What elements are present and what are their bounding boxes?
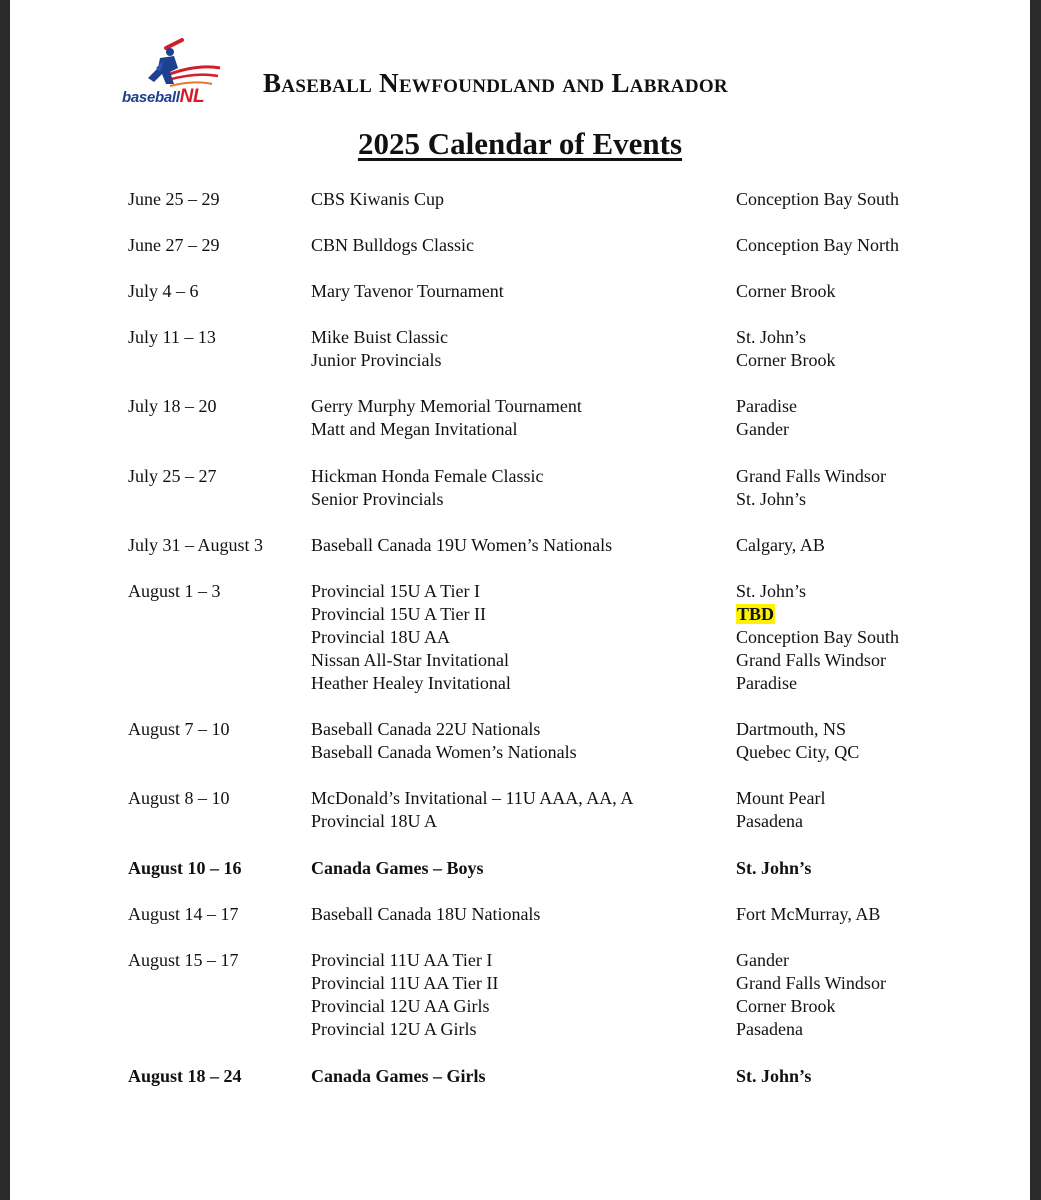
event-names	[311, 787, 633, 833]
event-names	[311, 280, 504, 303]
baseball-nl-logo	[108, 38, 228, 108]
event-name: Junior Provincials	[311, 350, 442, 370]
event-location: Pasadena	[736, 811, 803, 831]
event-name: CBN Bulldogs Classic	[311, 235, 475, 255]
event-names	[311, 857, 484, 880]
event-location: Corner Brook	[736, 996, 836, 1016]
calendar-title-text: 2025 Calendar of Events	[357, 126, 683, 161]
event-location: Conception Bay South	[736, 627, 899, 647]
event-date: August 14 – 17	[128, 904, 239, 924]
event-location-line	[736, 188, 899, 211]
event-names	[311, 903, 540, 926]
event-date: July 11 – 13	[128, 327, 216, 347]
event-date: June 27 – 29	[128, 235, 220, 255]
event-location-line	[736, 672, 899, 695]
event-names	[311, 465, 543, 511]
event-location: Paradise	[736, 673, 797, 693]
event-name: Canada Games – Girls	[311, 1066, 486, 1086]
logo-text-accent: NL	[179, 86, 205, 107]
event-name: Provincial 12U A Girls	[311, 1019, 477, 1039]
event-date: July 25 – 27	[128, 466, 217, 486]
event-location-line	[736, 349, 835, 372]
event-location: St. John’s	[736, 327, 807, 347]
event-location: St. John’s	[736, 581, 807, 601]
logo-text-main: baseball	[122, 89, 180, 106]
event-name: Matt and Megan Invitational	[311, 419, 518, 439]
event-location: Quebec City, QC	[736, 742, 860, 762]
event-location-line	[736, 857, 811, 880]
event-locations	[736, 718, 859, 764]
event-location-line	[736, 718, 859, 741]
event-date: August 1 – 3	[128, 581, 221, 601]
event-location-line	[736, 395, 797, 418]
event-location: Mount Pearl	[736, 788, 826, 808]
event-names	[311, 949, 498, 1041]
event-location: Gander	[736, 419, 789, 439]
event-date: August 7 – 10	[128, 719, 230, 739]
event-location: St. John’s	[736, 489, 807, 509]
event-name: Mike Buist Classic	[311, 327, 449, 347]
event-location: Grand Falls Windsor	[736, 973, 886, 993]
event-locations	[736, 903, 880, 926]
event-location: Calgary, AB	[736, 535, 825, 555]
event-location-line	[736, 280, 835, 303]
event-location-line	[736, 787, 826, 810]
event-name: Nissan All-Star Invitational	[311, 650, 509, 670]
event-location: Pasadena	[736, 1019, 803, 1039]
event-location-line	[736, 488, 886, 511]
event-name: Baseball Canada 19U Women’s Nationals	[311, 535, 613, 555]
event-name: Hickman Honda Female Classic	[311, 466, 544, 486]
event-date: June 25 – 29	[128, 189, 220, 209]
event-location-highlighted: TBD	[737, 604, 775, 624]
event-location: St. John’s	[736, 858, 812, 878]
event-names	[311, 188, 444, 211]
event-names	[311, 395, 582, 441]
event-location-line	[736, 972, 886, 995]
event-name: CBS Kiwanis Cup	[311, 189, 445, 209]
event-locations	[736, 395, 797, 441]
event-name: Provincial 11U AA Tier I	[311, 950, 493, 970]
event-location-line	[736, 741, 859, 764]
event-locations	[736, 465, 886, 511]
event-date: August 18 – 24	[128, 1066, 242, 1086]
event-name: Provincial 15U A Tier II	[311, 604, 487, 624]
event-names	[311, 534, 612, 557]
event-location-line	[736, 534, 825, 557]
event-location: Paradise	[736, 396, 797, 416]
event-date: July 31 – August 3	[128, 535, 264, 555]
event-locations	[736, 234, 899, 257]
event-date: August 10 – 16	[128, 858, 242, 878]
event-name: Provincial 12U AA Girls	[311, 996, 490, 1016]
event-location-line	[736, 326, 835, 349]
calendar-title	[10, 126, 1030, 162]
event-names	[311, 234, 474, 257]
event-locations	[736, 280, 835, 303]
event-name: Provincial 18U A	[311, 811, 437, 831]
event-location: Fort McMurray, AB	[736, 904, 881, 924]
event-location-line	[736, 626, 899, 649]
event-location: Dartmouth, NS	[736, 719, 846, 739]
event-location-line	[736, 810, 826, 833]
event-locations	[736, 534, 825, 557]
event-locations	[736, 787, 826, 833]
event-location-line	[736, 649, 899, 672]
event-location-line	[736, 465, 886, 488]
event-name: Heather Healey Invitational	[311, 673, 511, 693]
event-location-line	[736, 949, 886, 972]
event-names	[311, 326, 448, 372]
event-locations	[736, 857, 811, 880]
event-location-line	[736, 1018, 886, 1041]
event-name: Senior Provincials	[311, 489, 444, 509]
event-location: Grand Falls Windsor	[736, 466, 886, 486]
event-locations	[736, 188, 899, 211]
organization-title: Baseball Newfoundland and Labrador	[263, 68, 728, 98]
event-names	[311, 580, 511, 695]
event-locations	[736, 580, 899, 695]
event-name: Baseball Canada 22U Nationals	[311, 719, 541, 739]
event-location: Corner Brook	[736, 281, 836, 301]
event-location-line	[736, 418, 797, 441]
event-location: St. John’s	[736, 1066, 812, 1086]
event-location: Conception Bay South	[736, 189, 899, 209]
event-location-line	[736, 903, 880, 926]
document-page	[10, 0, 1030, 1200]
event-locations	[736, 949, 886, 1041]
event-location: Corner Brook	[736, 350, 836, 370]
event-location-line	[736, 1065, 811, 1088]
event-name: Gerry Murphy Memorial Tournament	[311, 396, 582, 416]
event-location-line	[736, 234, 899, 257]
event-name: Baseball Canada Women’s Nationals	[311, 742, 577, 762]
event-name: Canada Games – Boys	[311, 858, 484, 878]
event-locations	[736, 1065, 811, 1088]
event-location: Grand Falls Windsor	[736, 650, 886, 670]
event-name: Provincial 11U AA Tier II	[311, 973, 499, 993]
event-names	[311, 1065, 486, 1088]
event-location-line	[736, 580, 899, 603]
event-location: Gander	[736, 950, 789, 970]
logo-wordmark	[122, 86, 204, 108]
event-name: Baseball Canada 18U Nationals	[311, 904, 541, 924]
event-name: Provincial 18U AA	[311, 627, 450, 647]
event-location-line	[736, 995, 886, 1018]
event-locations	[736, 326, 835, 372]
event-date: August 8 – 10	[128, 788, 230, 808]
event-date: July 18 – 20	[128, 396, 217, 416]
event-location-line	[736, 603, 899, 626]
event-location: Conception Bay North	[736, 235, 899, 255]
event-name: McDonald’s Invitational – 11U AAA, AA, A	[311, 788, 634, 808]
event-date: July 4 – 6	[128, 281, 199, 301]
event-names	[311, 718, 577, 764]
event-name: Provincial 15U A Tier I	[311, 581, 481, 601]
event-date: August 15 – 17	[128, 950, 239, 970]
event-name: Mary Tavenor Tournament	[311, 281, 504, 301]
